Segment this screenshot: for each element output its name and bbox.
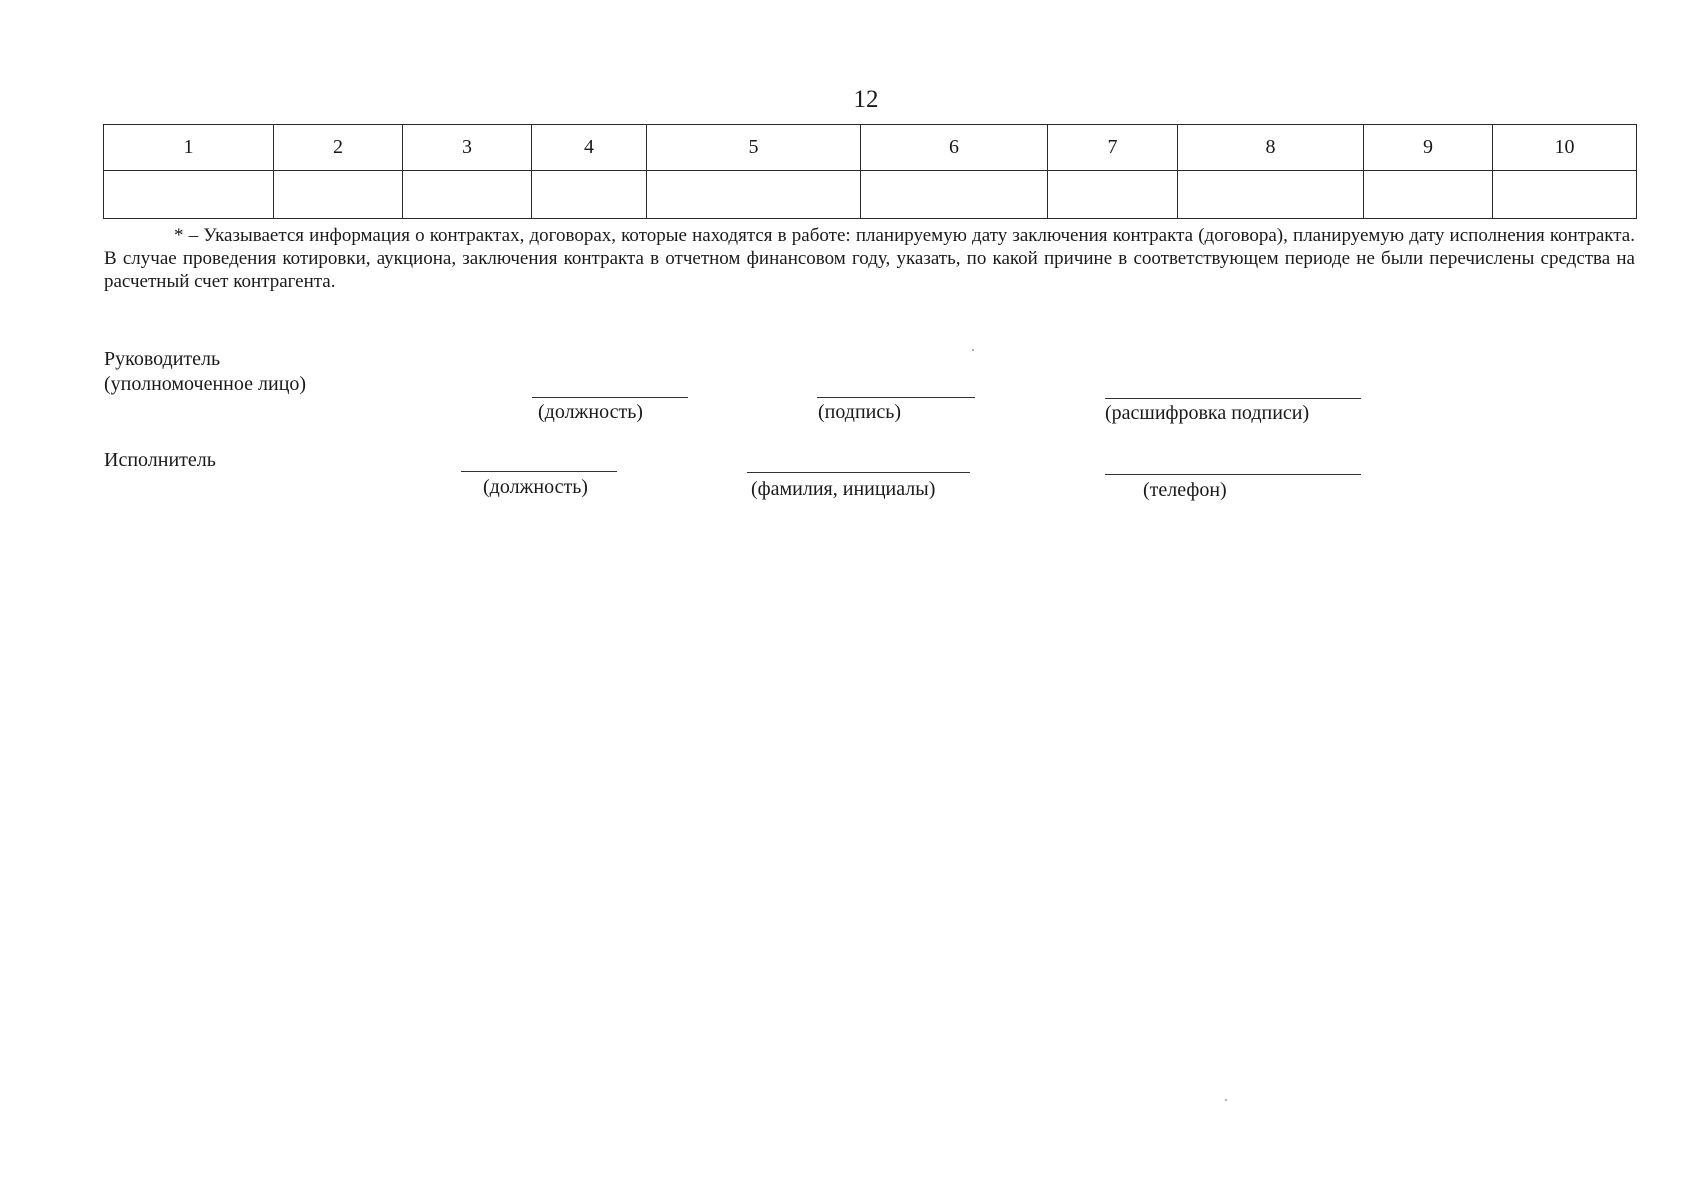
- executor-name-caption: (фамилия, инициалы): [751, 478, 936, 500]
- data-table: [103, 124, 1637, 219]
- page-number: 12: [853, 86, 879, 113]
- table-cell: [1048, 171, 1178, 219]
- executor-position-line: [461, 471, 617, 472]
- column-header: 8: [1178, 125, 1364, 171]
- table-cell: [1364, 171, 1493, 219]
- head-position-line: [532, 397, 688, 398]
- table-header-row: [104, 125, 1637, 171]
- table-cell: [1493, 171, 1637, 219]
- head-decoding-line: [1105, 398, 1361, 399]
- head-decoding-caption: (расшифровка подписи): [1105, 402, 1310, 424]
- head-position-caption: (должность): [538, 401, 643, 423]
- column-header: 1: [104, 125, 274, 171]
- column-header: 9: [1364, 125, 1493, 171]
- column-header: 10: [1493, 125, 1637, 171]
- scan-speck: [1225, 1099, 1227, 1101]
- table-cell: [647, 171, 861, 219]
- column-header: 6: [861, 125, 1048, 171]
- executor-position-caption: (должность): [483, 476, 588, 498]
- column-header: 2: [274, 125, 403, 171]
- table-cell: [274, 171, 403, 219]
- head-subtitle: (уполномоченное лицо): [104, 373, 307, 395]
- scan-speck: [972, 349, 974, 351]
- table-cell: [861, 171, 1048, 219]
- table-cell: [403, 171, 532, 219]
- column-header: 5: [647, 125, 861, 171]
- head-title: Руководитель: [104, 348, 221, 370]
- executor-title: Исполнитель: [104, 449, 216, 471]
- executor-phone-caption: (телефон): [1143, 479, 1227, 501]
- table-cell: [104, 171, 274, 219]
- column-header: 7: [1048, 125, 1178, 171]
- table-row: [104, 171, 1637, 219]
- head-signature-line: [817, 397, 975, 398]
- column-header: 3: [403, 125, 532, 171]
- executor-phone-line: [1105, 474, 1361, 475]
- head-signature-caption: (подпись): [818, 401, 902, 423]
- executor-name-line: [747, 472, 970, 473]
- table-cell: [1178, 171, 1364, 219]
- footnote: * – Указывается информация о контрактах, договорах, которые находятся в работе: планируемую дату заключения контракта (договора), планируемую дату исполнения контракта. В случае проведения котировки, аукциона, заключения контракта в отчетном финансовом году, указать, по какой причине в соответствующем периоде не были перечислены средства на расчетный счет контрагента.: [104, 225, 1635, 292]
- table-cell: [532, 171, 647, 219]
- column-header: 4: [532, 125, 647, 171]
